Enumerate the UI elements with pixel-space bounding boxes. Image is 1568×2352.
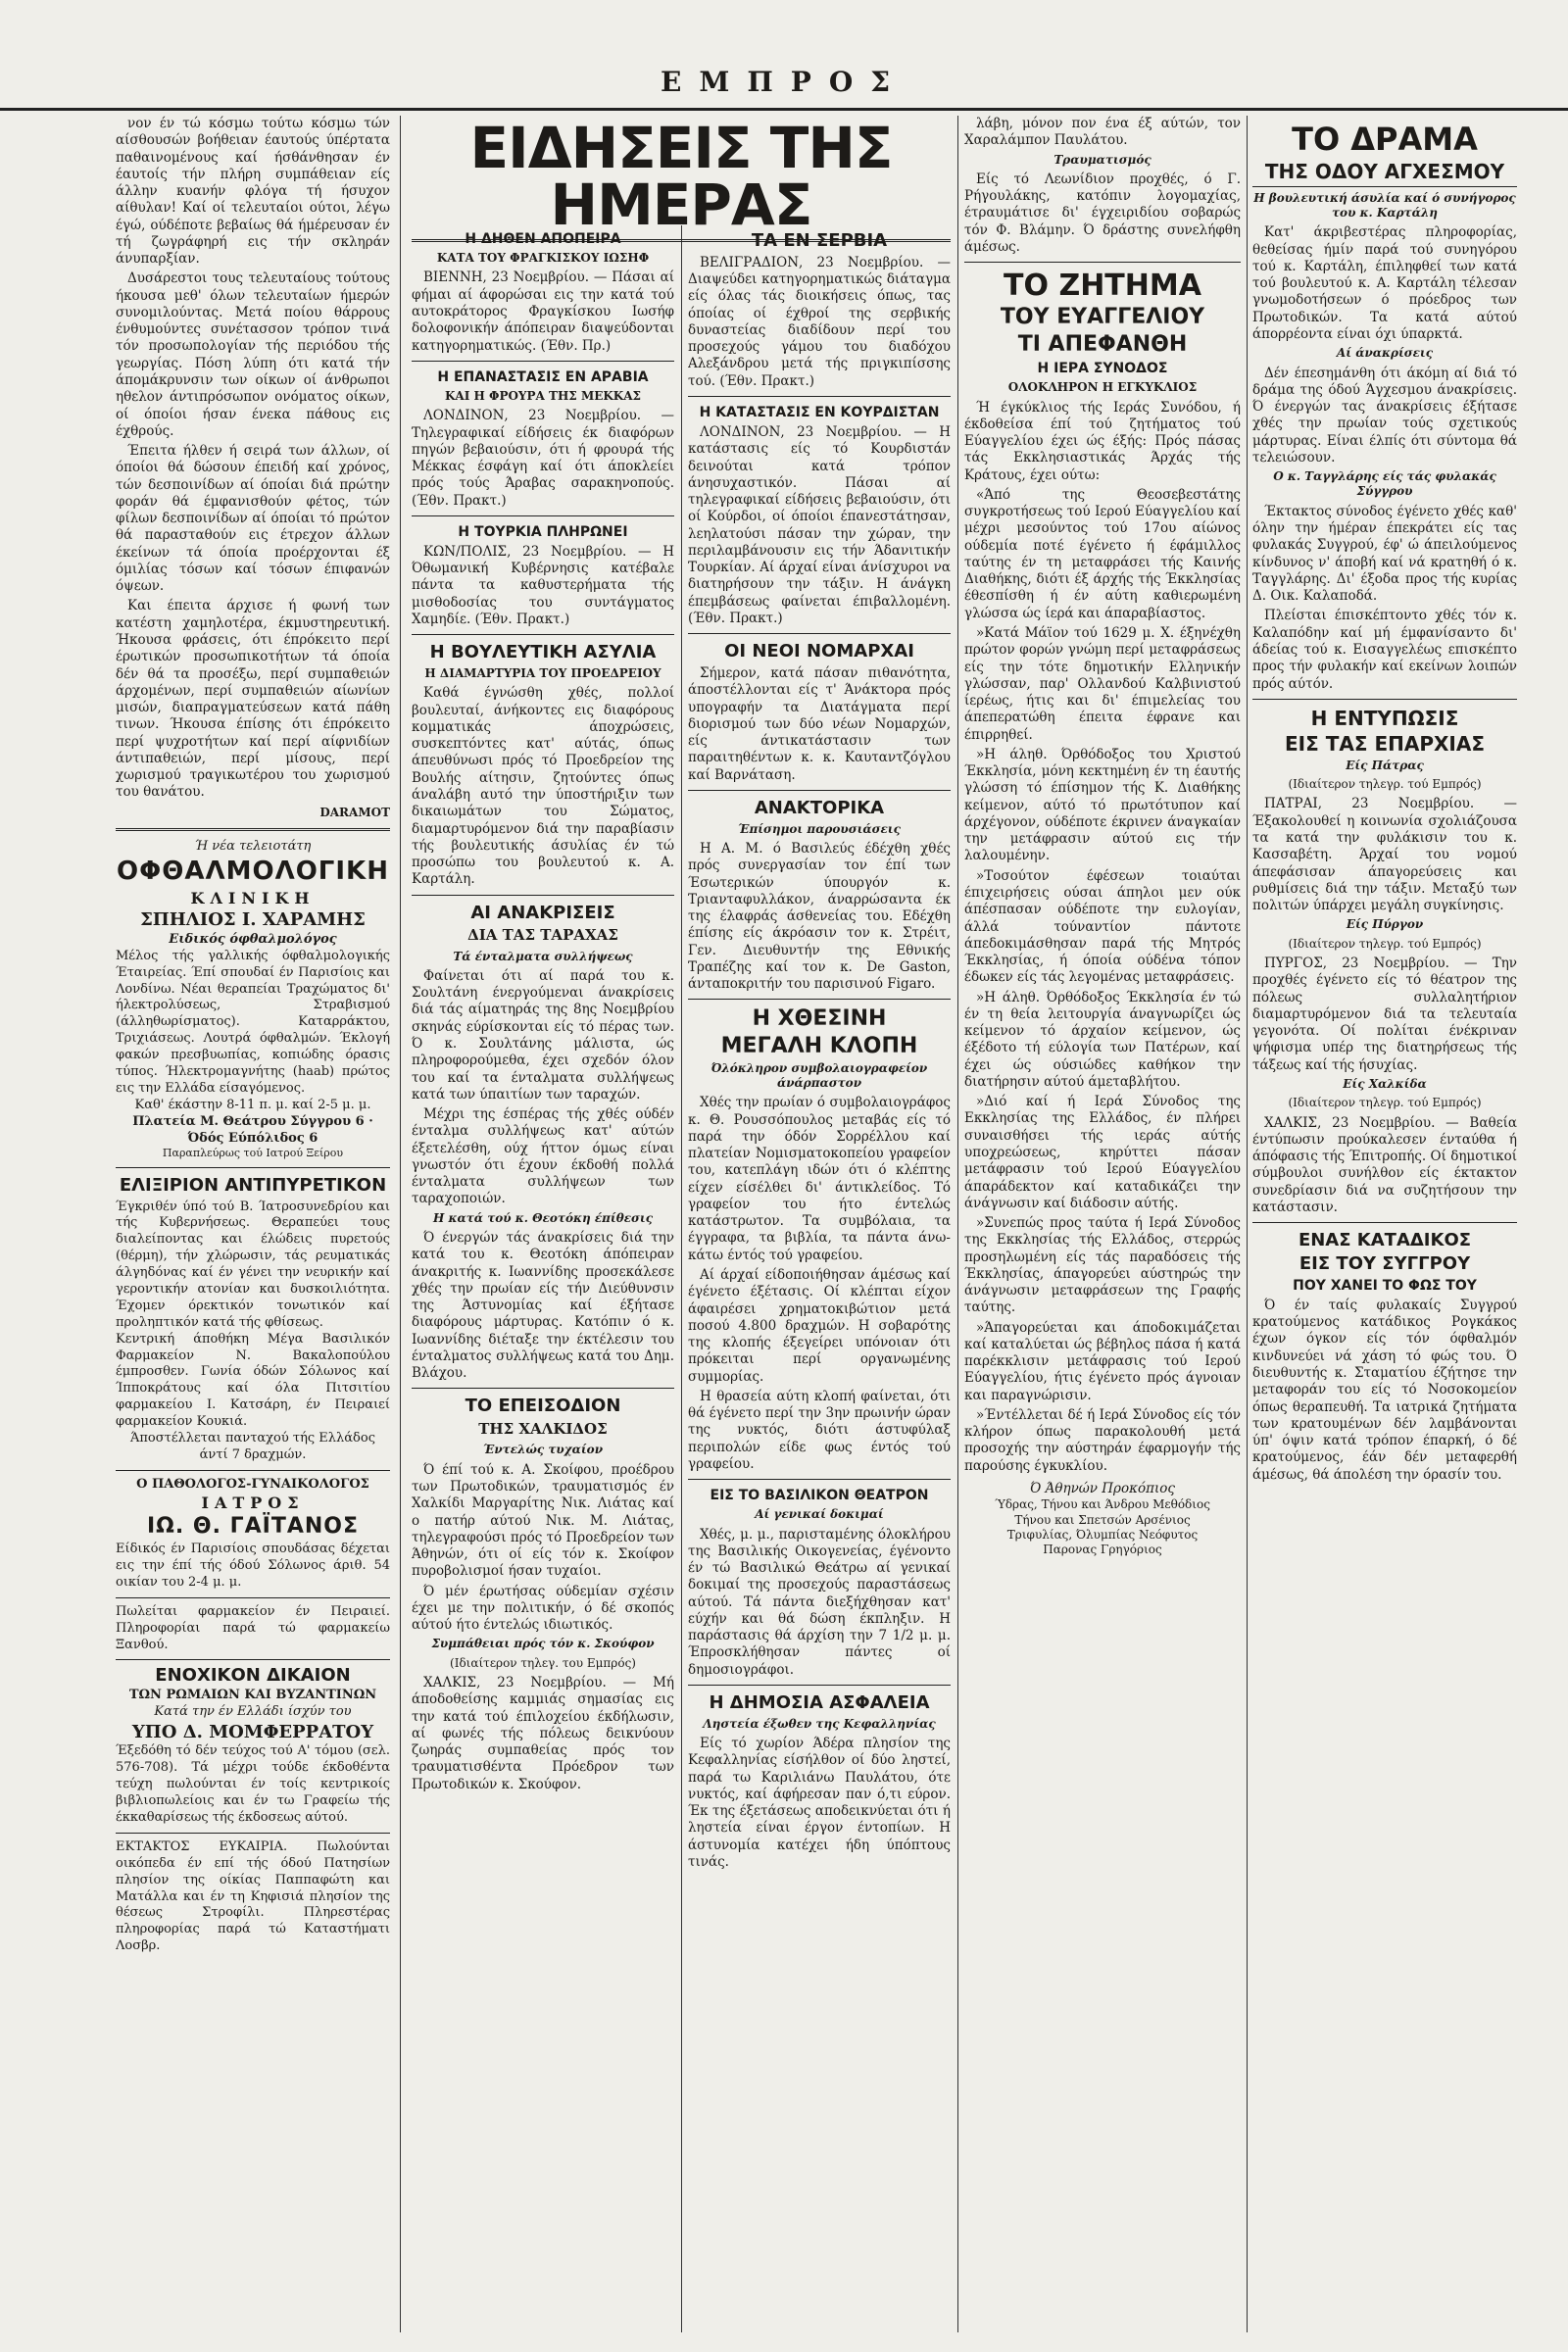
divider — [964, 262, 1241, 263]
headline-3: ΠΟΥ ΧΑΝΕΙ ΤΟ ΦΩΣ ΤΟΥ — [1293, 1277, 1477, 1294]
article-paragraph: Είς τό Λεωνίδιον προχθές, ό Γ. Ρήγουλάκης, κατόπιν λογομαχίας, έτραυμάτισε δι' έγχειριδίου σοβαρώς τόν Φ. Βλάμην. Ό δράστης συνελήφθη άμέσως. — [964, 171, 1241, 255]
article-paragraph: Κατ' άκριβεστέρας πληροφορίας, θεθείσας ήμίν παρά τού συνηγόρου τού κ. Καρτάλη, έπιληφθεί των κατά τού βουλευτού κ. Α. Καρτάλη τέλεσαν γνωμοδοτήσεων ό πρόεδρος των Πρωτοδικών. Τα κατά αύτού άπορρέοντα είναι όχι ύπαρκτά. — [1252, 224, 1517, 342]
lead: Όλόκληρον συμβολαιογραφείον άνάρπαστον — [710, 1060, 928, 1090]
headline-2: ΤΗΣ ΟΔΟΥ ΑΓΧΕΣΜΟΥ — [1252, 161, 1517, 187]
correspondent: (Ιδιαίτερον τηλεγρ. τού Εμπρός) — [1288, 777, 1482, 792]
article-paragraph: »Άπαγορεύεται και άποδοκιμάζεται καί καταλύεται ώς βέβηλος πάσα ή κατά παρέκκλισιν μετάφρασις τού Ιερού Εύαγγελίου, ήτις έγένετο πρός άγνοιαν και παραγνώρισιν. — [964, 1319, 1241, 1403]
column-5 — [1252, 116, 1517, 2332]
headline: Η ΚΑΤΑΣΤΑΣΙΣ ΕΝ ΚΟΥΡΔΙΣΤΑΝ — [699, 404, 940, 420]
divider — [116, 828, 390, 831]
divider — [412, 895, 674, 896]
lead: Τά ένταλματα συλλήψεως — [453, 949, 633, 963]
masthead — [0, 0, 1568, 111]
article-paragraph: »Τοσούτον έφέσεων τοιαύται έπιχειρήσεις ούσαι άπηλοι μεν ούκ άπέσπασαν ούδέποτε την ευλογίαν, άλλά τούναντίον πάντοτε άπεδοκιμάσθησαν παρά τής Μητρός Έκκλησίας, ή όποία ούδένα τόπον έδωκεν είς τάς λεγομένας μεταφράσεις. — [964, 867, 1241, 986]
article-paragraph: λάβη, μόνον πον ένα έξ αύτών, τον Χαραλάμπον Παυλάτου. — [964, 116, 1241, 149]
ad-doctor-gaitanos — [116, 1477, 390, 1592]
divider — [116, 1597, 390, 1598]
article-paragraph: Καθά έγνώσθη χθές, πολλοί βουλευταί, άνήκοντες εις διαφόρους κομματικάς άποχρώσεις, συσκεπτόντες κατ' αύτάς, όπως άπευθύνωσι πρός τό Προεδρείον της Βουλής αίτησιν, ζητούντες όπως άναλάβη αυτό την ύποστήριξιν των δικαιωμάτων του Σώματος, διαμαρτυρόμενον διά την παραβίασιν τής βουλευτικής άσυλίας έν τώ προσώπω του βουλευτού κ. Α. Καρτάλη. — [412, 685, 674, 888]
lead: Ο κ. Ταγγλάρης είς τάς φυλακάς Σύγγρου — [1273, 469, 1496, 499]
lead: Ληστεία έξωθεν της Κεφαλληνίας — [703, 1716, 936, 1731]
ad-pre: Ο ΠΑΘΟΛΟΓΟΣ-ΓΥΝΑΙΚΟΛΟΓΟΣ — [136, 1476, 369, 1492]
ad-doctor: ΙΩ. Θ. ΓΑΪΤΑΝΟΣ — [146, 1514, 360, 1540]
article-paragraph: »Η άληθ. Όρθόδοξος Έκκλησία έν τώ έν τη θεία λειτουργία άναγνωρίζει ώς κείμενον τό άρχαίον κείμενον, ώς έξέδοτο τή εύλογία των Πατέρων, καί έχει ώς ούσιώδες καθήκον την διατήρησιν αύτού άμεταβλήτου. — [964, 989, 1241, 1090]
article-paragraph: Ό μέν έρωτήσας ούδεμίαν σχέσιν έχει με την πολιτικήν, ό δέ σκοπός αύτού ήτο έντελώς ιδιωτικός. — [412, 1583, 674, 1634]
article-paragraph: Δέν έπεσημάνθη ότι άκόμη αί διά τό δράμα της όδού Άγχεσμου άνακρίσεις. Ό ένεργών τας άνακρίσεις έξήτασε χθές την πρωίαν τούς σχετικούς μάρτυρας. Είναι έλπίς ότι σύντομα θά τελειώσουν. — [1252, 365, 1517, 466]
headline: ΑΝΑΚΤΟΡΙΚΑ — [754, 797, 885, 818]
lead: Τραυματισμός — [1054, 152, 1152, 167]
headline-2: ΕΙΣ ΤΑΣ ΕΠΑΡΧΙΑΣ — [1284, 731, 1485, 756]
article-paragraph: Σήμερον, κατά πάσαν πιθανότητα, άποστέλλονται είς τ' Άνάκτορα πρός υπογραφήν τα Διατάγματα περί διορισμού των δύο νέων Νομαρχών, είς άντικατάστασιν των παραιτηθέντων κ. κ. Καυταντζόγλου καί Βαρνάταση. — [688, 665, 951, 783]
headline: Η ΒΟΥΛΕΥΤΙΚΗ ΑΣΥΛΙΑ — [429, 642, 657, 663]
article-paragraph: »Έντέλλεται δέ ή Ιερά Σύνοδος είς τόν κλήρον όπως παρακολουθή μετά προσοχής την αύστηράν έφαρμογήν τής παρούσης έγκυκλίου. — [964, 1406, 1241, 1474]
article-paragraph: Είς τό χωρίον Άδέρα πλησίον της Κεφαλληνίας είσήλθον οί δύο ληστεί, παρά τω Καριλιάνω Παυλάτου, ότε νυκτός, καί άφήρεσαν παν ό,τι εύρον. Έκ της έξετάσεως αποδεικνύεται ότι ή ληστεία είναι έργον έντοπίων. Η άστυνομία κατέχει ήδη ύπόπτους τινάς. — [688, 1736, 951, 1871]
lead: Είς Χαλκίδα — [1343, 1076, 1427, 1091]
divider — [1252, 699, 1517, 700]
ad-elixir — [116, 1176, 390, 1464]
article-paragraph: Δυσάρεστοι τους τελευταίους τούτους ήκουσα μεθ' όλων τελευταίων ήμερών συνομιλούντας. Μετά ποίου θάρρους ένθυμούντες συνέτασσον τρόπον τινά τόν προσωπολογίαν τής περιόδου τής γεωργίας. Πόση λύπη ότι κατά τήν άπομάκρυνσιν των οίκων οί άνθρωποι ηθελον άντιπρόσωπον ονόματος οίκων, οί όποίοι ήσαν ένεκα πάθους εις έχθρούς. — [116, 270, 390, 439]
article-paragraph: ΚΩΝ/ΠΟΛΙΣ, 23 Νοεμβρίου. — Η Όθωμανική Κυβέρνησις κατέβαλε πάντα τα καθυστερήματα τής μισθοδοσίας του συντάγματος Χαμηδίε. (Έθν. Πρακτ.) — [412, 543, 674, 627]
ad-sub-2: Κατά την έν Ελλάδι ίσχύν του — [154, 1704, 352, 1720]
ad-title: ΕΛΙΞΙΡΙΟΝ ΑΝΤΙΠΥΡΕΤΙΚΟΝ — [119, 1174, 387, 1196]
signer: Τήνου και Σπετσών Αρσένιος — [1014, 1512, 1191, 1527]
divider — [116, 1167, 390, 1168]
ad-title-2: ΚΛΙΝΙΚΗ — [190, 888, 316, 907]
ad-body: Έξεδόθη τό δέν τεύχος τού Α' τόμου (σελ. 576-708). Τά μέχρι τούδε έκδοθέντα τεύχη πωλούνται έν τοίς κεντρικοίς βιβλιοπωλείοις και έν τω Γραφείω τής έκκαθαρίσεως τής έκδοσεως αύτού. — [116, 1743, 390, 1825]
subheadline: ΔΙΑ ΤΑΣ ΤΑΡΑΧΑΣ — [467, 926, 618, 945]
ad-pre: Ή νέα τελειοτάτη — [194, 838, 312, 854]
lead: Η κατά τού κ. Θεοτόκη έπίθεσις — [432, 1210, 654, 1225]
headline: ΟΙ ΝΕΟΙ ΝΟΜΑΡΧΑΙ — [724, 641, 914, 662]
subheadline: ΟΛΟΚΛΗΡΟΝ Η ΕΓΚΥΚΛΙΟΣ — [1007, 380, 1198, 395]
column-rule — [681, 225, 682, 2332]
column-rule — [400, 116, 401, 2332]
article-paragraph: ΒΕΛΙΓΡΑΔΙΟΝ, 23 Νοεμβρίου. — Διαψεύδει κατηγορηματικώς διάταγμα είς όλας τάς διοικήσεις όπως, τας όποίας οί έχθροί της σερβικής δυναστείας διαδίδουν περί του προσεχούς γάμου του διαδόχου Αλεξάνδρου μετά τής πριγκιπίσσης τού. (Έθν. Πρακτ.) — [688, 254, 951, 389]
article-paragraph: Έπειτα ήλθεν ή σειρά των άλλων, οί όποίοι θά δώσουν έπειδή καί χρόνος, τών δεσποινίδων αί όποίαι διά πρώτην φοράν θά έμφανισθούν φέτος, τών φίλων δεσποινίδων αί όποίαι τό πρώτον θά παρασταθούν εις έτρεχον άλλων έκείνων τά όποία προέρχονται έξ όμιλίας τόσων καί τόσων έπιφανών όψεων. — [116, 443, 390, 595]
article-paragraph: ΒΙΕΝΝΗ, 23 Νοεμβρίου. — Πάσαι αί φήμαι αί άφορώσαι εις την κατά τού αυτοκράτορος Φραγκίσκου Ιωσήφ δολοφονικήν άπόπειραν διαψεύδονται κατηγορηματικώς. (Έθν. Πρ.) — [412, 270, 674, 354]
ad-sub: ΤΩΝ ΡΩΜΑΙΩΝ ΚΑΙ ΒΥΖΑΝΤΙΝΩΝ — [128, 1688, 377, 1703]
signer: Παρονας Γρηγόριος — [1043, 1543, 1162, 1557]
lead: Έντελώς τυχαίον — [482, 1443, 604, 1457]
divider — [116, 1833, 390, 1834]
ad-body: Έγκριθέν ύπό τού Β. Ίατροσυνεδρίου και τής Κυβερνήσεως. Θεραπεύει τους διαλείποντας και έλώδεις πυρετούς (θέρμη), τήν χλώρωσιν, τάς ρευματικάς άλγηδόνας καί έν γένει την νευρικήν καί γεροντικήν ατονίαν και δυσκοιλιότητα. Έχομεν όρεκτικόν τονωτικόν καί προληπτικόν κατά τής φθίσεως. — [116, 1199, 390, 1330]
article-paragraph: »Η άληθ. Όρθόδοξος του Χριστού Έκκλησία, μόνη κεκτημένη έν τη έαυτής γλώσση τό έπίσημον τής Κ. Διαθήκης κείμενον, αύτό τό πρωτότυπον καί άρχέγονον, ούδέποτε έκρινεν άναγκαίαν την μετάφρασιν αύτού εις τήν λαλουμένην. — [964, 746, 1241, 864]
headline: ΑΙ ΑΝΑΚΡΙΣΕΙΣ — [470, 902, 615, 923]
lead: Η βουλευτική άσυλία καί ό συνήγορος του κ. Καρτάλη — [1253, 190, 1516, 220]
article-paragraph: »Διό καί ή Ιερά Σύνοδος της Εκκλησίας της Ελλάδος, έν πλήρει συναισθήσει τής ιεράς αύτής υποχρεώσεως, κηρύττει πάσαν μετάφρασιν τού Ιερού Εύαγγελίου άπαράδεκτον καί καταδικάζει την άνάγνωσιν καί διάδοσιν αύτής. — [964, 1094, 1241, 1211]
article-paragraph: νον έν τώ κόσμω τούτω κόσμω τών αίσθουσών βοήθειαν έαυτούς ύπέρτατα παθαινομένους καί ήσθάνθησαν έν έαυτοίς τήν πλήρη συμπάθειαν είς άλλην κυανήν φλόγα τή ήσυχον αίθυλαν! Καί οί τελευταίοι ούτοι, λέγω έγώ, ούδέποτε βεβαίως θά ήμέρευσαν έν τή ζωγράφηρή εις τήν σκληράν άνυπαρξίαν. — [116, 116, 390, 268]
headline-3: ΤΙ ΑΠΕΦΑΝΘΗ — [1017, 331, 1188, 357]
correspondent: (Ιδιαίτερον τηλεγ. του Εμπρός) — [450, 1655, 636, 1670]
article-signature: DARAMOT — [319, 805, 390, 819]
ad-book — [116, 1666, 390, 1826]
column-1 — [116, 116, 390, 2332]
article-paragraph: ΧΑΛΚΙΣ, 23 Νοεμβρίου. — Μή άποδοθείσης καμμιάς σημασίας εις την κατά τού έπιλοχείου έκδήλωσιν, αί φωνές τής πόλεως δεικνύουν ζωηράς συμπαθείας πρός τον τραυματισθέντα Πρόεδρον των Πρωτοδικών κ. Σκούφον. — [412, 1675, 674, 1792]
article-paragraph: «Άπό της Θεοσεβεστάτης συγκροτήσεως τού Ιερού Εύαγγελίου καί μέχρι μεσούντος τού 17ου αίώνος ούδεμία ποτέ έγένετο ή έφάμιλλος ταύτης έν τη μεταφράσει τής Καινής Διαθήκης, διότι έξ άρχής τής Έκκλησίας έθεσπίσθη ή έν αύτη καθιερωμένη γλώσσα ώς ίερά και άπαραβίαστος. — [964, 486, 1241, 621]
divider — [688, 396, 951, 397]
divider — [412, 634, 674, 635]
article-paragraph: ΠΥΡΓΟΣ, 23 Νοεμβρίου. — Την προχθές έγένετο είς τό θέατρον της πόλεως συλλαλητήριον διαμαρτυρόμενον διά τα τελευταία γεγονότα. Οί πολίται ένέκριναν ψήφισμα υπέρ της διατηρήσεως τής τάξεως καί τής ήσυχίας. — [1252, 956, 1517, 1073]
subheadline: ΚΑΙ Η ΦΡΟΥΡΑ ΤΗΣ ΜΕΚΚΑΣ — [444, 388, 642, 403]
headline: Η ΕΝΤΥΠΩΣΙΣ — [1310, 706, 1459, 730]
signer: Τριφυλίας, Όλυμπίας Νεόφυτος — [1006, 1528, 1199, 1542]
ad-body: Μέλος τής γαλλικής όφθαλμολογικής Έταιρείας. Έπί σπουδαί έν Παρισίοις και Λονδίνω. Νέαι θεραπείαι Τραχώματος δι' ήλεκτρολύσεως, Στραβισμού (άλληθωρίσματος). Καταρράκτου, Τριχιάσεως. Λουτρά όφθαλμών. Έκλογή φακών πρεσβυωπίας, κοπιώδης όρασις τύπος. Ήλεκτρομαγνήτης (haab) πρώτος εις την Ελλάδα είσαγόμενος. — [116, 948, 390, 1096]
ad-hours: Καθ' έκάστην 8-11 π. μ. καί 2-5 μ. μ. — [134, 1097, 371, 1112]
article-paragraph: Μέχρι της έσπέρας τής χθές ούδέν ένταλμα συλλήψεως κατ' αύτών έξετελέσθη, ούχ ήττον όμως είναι γνωστόν ότι έχουν έκδοθή πολλά ένταλματα συλλήψεων των ταραχοποιών. — [412, 1106, 674, 1207]
article-paragraph: ΛΟΝΔΙΝΟΝ, 23 Νοεμβρίου. — Τηλεγραφικαί είδήσεις έκ διαφόρων πηγών βεβαιούσιν, ότι ή φρουρά τής Μέκκας έσφάγη καί ότι άποκλείει πρός τούς Άραβας σαρακηνοπούς. (Έθν. Πρακτ.) — [412, 408, 674, 509]
lead: Είς Πάτρας — [1346, 758, 1424, 772]
article-paragraph: Χθές την πρωίαν ό συμβολαιογράφος κ. Θ. Ρουσσόπουλος μεταβάς είς τό παρά την όδόν Σορρέλλου καί πλατείαν Νομισματοκοπείου γραφείον του, κατεπλάγη ιδών ότι ό κλέπτης είχεν είσέλθει δι' άντικλείδος. Τό γραφείον του ήτο έντελώς κατάστρωτον. Τα συμβόλαια, τα έγγραφα, τα βιβλία, τα πάντα άνω-κάτω έντός τού γραφείου. — [688, 1095, 951, 1263]
article-paragraph: Ό έν ταίς φυλακαίς Συγγρού κρατούμενος κατάδικος Ρογκάκος έχων όγκον είς τόν όφθαλμόν κινδυνεύει νά χάση τό φώς του. Ό διευθυντής κ. Σταματίου έζήτησε την μεταφοράν του είς τό Νοσοκομείον όπως θεραπευθή. Τα ιατρικά ζητήματα των κρατουμένων δέν λαμβάνονται ύπ' όψιν κατά τρόπον έπαρκή, ό δέ κρατούμενος, έάν δέν μεταφερθή άμέσως, θά άπολέση την όρασίν του. — [1252, 1297, 1517, 1483]
ad-price: Άποστέλλεται πανταχού τής Ελλάδος άντί 7 δραχμών. — [130, 1431, 375, 1462]
article-paragraph: ΧΑΛΚΙΣ, 23 Νοεμβρίου. — Βαθεία έντύπωσιν προύκαλεσεν ένταύθα ή άπόφασις τής Έπιτροπής. Οί δημοτικοί σύμβουλοι συνήλθον είς έκτακτον συνεδρίασιν διά να συζητήσουν την κατάστασιν. — [1252, 1114, 1517, 1215]
divider — [412, 361, 674, 362]
article-paragraph: Η θρασεία αύτη κλοπή φαίνεται, ότι θά έγένετο περί την 3ην πρωινήν ώραν της νυκτός, διότι άστυφύλαξ περιπολών είδε φως έντός τού γραφείου. — [688, 1388, 951, 1472]
article-paragraph: Πλείσται έπισκέπτοντο χθές τόν κ. Καλαπόδην καί μή έμφανίσαντο δι' άδείας τού κ. Εισαγγελέως επισκέπτο προς τήν φυλακήν καί εκείνων λοιπών πρός αύτόν. — [1252, 608, 1517, 692]
headline-2: ΜΕΓΑΛΗ ΚΛΟΠΗ — [720, 1033, 918, 1058]
subheadline: Η ΔΙΑΜΑΡΤΥΡΙΑ ΤΟΥ ΠΡΟΕΔΡΕΙΟΥ — [424, 666, 662, 681]
headline: Η ΔΗΘΕΝ ΑΠΟΠΕΙΡΑ — [465, 231, 621, 247]
headline: ΤΑ ΕΝ ΣΕΡΒΙΑ — [751, 230, 888, 251]
headline: ΤΟ ΖΗΤΗΜΑ — [1004, 269, 1201, 304]
lead: Αί άνακρίσεις — [1336, 346, 1434, 361]
ad-author: ΥΠΟ Δ. ΜΟΜΦΕΡΡΑΤΟΥ — [131, 1721, 374, 1742]
headline-2: ΕΙΣ ΤΟΥ ΣΥΓΓΡΟΥ — [1298, 1253, 1471, 1275]
subheadline: ΚΑΤΑ ΤΟΥ ΦΡΑΓΚΙΣΚΟΥ ΙΩΣΗΦ — [436, 251, 650, 266]
ad-land-sale: ΕΚΤΑΚΤΟΣ ΕΥΚΑΙΡΙΑ. Πωλούνται οικόπεδα έν επί τής όδού Πατησίων πλησίον της οίκίας Παππαφώτη και Ματάλλα και έν τη Κηφισιά πλησίον της θέσεως Στροφίλι. Πληρεστέρας πληροφορίας παρά τώ Καταστήματι Λοσβρ. — [116, 1838, 390, 1954]
lead: Είς Πύργον — [1346, 917, 1424, 932]
article-paragraph: Έκτακτος σύνοδος έγένετο χθές καθ' όλην την ήμέραν έπεκράτει είς τας φυλακάς Συγγρού, έφ' ώ άπειλούμενος κίνδυνος ν' άποβή καί νά κρατηθή ό κ. Ταγγλάρης. Δι' έξοδα προς τής κυρίας Δ. Οικ. Καλαποδά. — [1252, 503, 1517, 605]
subheadline: ΤΗΣ ΧΑΛΚΙΔΟΣ — [478, 1420, 608, 1439]
divider — [116, 1470, 390, 1471]
divider — [412, 1388, 674, 1389]
headline: ΤΟ ΕΠΕΙΣΟΔΙΟΝ — [465, 1396, 621, 1417]
article-paragraph: ΛΟΝΔΙΝΟΝ, 23 Νοεμβρίου. — Η κατάστασις είς τό Κουρδιστάν δεινούται κατά τρόπον άνησυχαστικόν. Πάσαι αί τηλεγραφικαί είδήσεις βεβαιούσιν, ότι οί Κούρδοι, οί όποίοι έπανεστάτησαν, λεηλατούσι πάσαν την χώραν, την περιλαμβάνουσιν εις τήν Άδανιτικήν Τουρκίαν. Αί άρχαί είναι άνίσχυροι να διατηρήσουν την τάξιν. Η άνάγκη έπεμβάσεως φαίνεται έπιβαλλομένη. (Έθν. Πρακτ.) — [688, 424, 951, 626]
signer: Ύδρας, Τήνου και Άνδρου Μεθόδιος — [995, 1497, 1210, 1512]
article-paragraph: Φαίνεται ότι αί παρά του κ. Σουλτάνη ένεργούμεναι άνακρίσεις διά τάς αίματηράς της 8ης Νοεμβρίου σκηνάς εύρίσκονται είς τό πέρας των. Ό κ. Σουλτάνης μάλιστα, ώς πληροφορούμεθα, έχει σχεδόν όλον του καί τα ένταλματα συλλήψεως κατά των ύπαιτίων των ταραχών. — [412, 967, 674, 1102]
signers-head: Ό Άθηνών Προκόπιος — [1030, 1481, 1175, 1497]
divider — [688, 633, 951, 634]
ad-address-2: Παραπλεύρως τού Ιατρού Ξείρου — [162, 1147, 344, 1160]
divider — [688, 1479, 951, 1480]
news-banner: ΕΙΔΗΣΕΙΣ ΤΗΣ ΗΜΕΡΑΣ — [412, 120, 951, 242]
headline: ΤΟ ΔΡΑΜΑ — [1292, 121, 1478, 158]
ad-ophthalmology-clinic — [116, 839, 390, 1161]
ad-title: ΟΦΘΑΛΜΟΛΟΓΙΚΗ — [117, 856, 389, 886]
divider — [1252, 1222, 1517, 1223]
article-paragraph: Ό ένεργών τάς άνακρίσεις διά την κατά του κ. Θεοτόκη άπόπειραν άνακριτής κ. Ιωαννίδης προσεκάλεσε χθές την πρωίαν είς τήν Διεύθυνσιν της Άστυνομίας καί έξήτασε διαφόρους μάρτυρας. Κατόπιν ό κ. Ιωαννίδης διέταξε την έκτέλεσιν του ένταλματος συλλήψεως κατά του Δημ. Βλάχου. — [412, 1230, 674, 1382]
headline-4: Η ΙΕΡΑ ΣΥΝΟΔΟΣ — [1037, 361, 1168, 377]
newspaper-name: ΕΜΠΡΟΣ — [660, 66, 908, 98]
ad-pharmacy-sale: Πωλείται φαρμακείον έν Πειραιεί. Πληροφορίαι παρά τώ φαρμακείω Ξανθού. — [116, 1603, 390, 1652]
headline-2: ΤΟΥ ΕΥΑΓΓΕΛΙΟΥ — [1000, 304, 1205, 329]
divider — [688, 1685, 951, 1686]
ad-body: Είδικός έν Παρισίοις σπουδάσας δέχεται εις την έπί τής όδού Σόλωνος άριθ. 54 οικίαν του 2-4 μ. μ. — [116, 1542, 390, 1590]
article-paragraph: Αί άρχαί είδοποιήθησαν άμέσως καί έγένετο έξέτασις. Οί κλέπται είχον άφαιρέσει χρηματοκιβώτιον μετά ποσού 4.800 δραχμών. Η σοβαρότης της κλοπής έξεγείρει υπόνοιαν ότι πρόκειται περί οργανωμένης συμμορίας. — [688, 1266, 951, 1385]
headline: ΕΙΣ ΤΟ ΒΑΣΙΛΙΚΟΝ ΘΕΑΤΡΟΝ — [710, 1488, 929, 1504]
headline: Η ΔΗΜΟΣΙΑ ΑΣΦΑΛΕΙΑ — [709, 1692, 930, 1713]
article-paragraph: Ό έπί τού κ. Α. Σκοίφου, προέδρου των Πρωτοδικών, τραυματισμός έν Χαλκίδι Μαργαρίτης Νικ. Λιάτας καί ο πατήρ αύτού Νικ. Μ. Λιάτας, τηλεγραφούσι πρός τό Προεδρείον των Άθηνών, ότι οί είς τόν κ. Σκοίφον πυροβολισμοί ήσαν τυχαίοι. — [412, 1461, 674, 1580]
headline: Η ΕΠΑΝΑΣΤΑΣΙΣ ΕΝ ΑΡΑΒΙΑ — [437, 368, 649, 385]
divider — [412, 515, 674, 516]
lead: Αί γενικαί δοκιμαί — [755, 1507, 884, 1522]
article-paragraph: Και έπειτα άρχισε ή φωνή των κατέστη χαμηλοτέρα, έκμυστηρευτική. Ήκουσα φράσεις, ότι έπρόκειτο περί έρωτικών προσωπικοτήτων τά όποία δέν θά τα προσέξω, περί συμπαθειών άρχομένων, περί συμπαθειών αίωνίων μισών, διαπραγματεύσεων κατά πάθη τινων. Ήκουσα έπίσης ότι έπρόκειτο περί ψυχροτήτων καί περί αίφνιδίων άντιπαθειών, περί μίσους, περί χωρισμού τραγικωτέρου του χωρισμού του θανάτου. — [116, 598, 390, 801]
divider — [688, 999, 951, 1000]
ad-role: Ειδικός όφθαλμολόγος — [169, 931, 337, 947]
correspondent: (Ιδιαίτερον τηλεγρ. τού Εμπρός) — [1288, 936, 1482, 951]
headline: Η ΧΘΕΣΙΝΗ — [752, 1006, 887, 1032]
ad-title: ΕΝΟΧΙΚΟΝ ΔΙΚΑΙΟΝ — [155, 1665, 351, 1687]
column-rule — [957, 116, 958, 2332]
ad-depot: Κεντρική άποθήκη Μέγα Βασιλικόν Φαρμακείον Ν. Βακαλοπούλου έμπροσθεν. Γωνία όδών Σόλωνος καί Ίπποκράτους καί όλα Πιτσιτίου φαρμακείου Ι. Κατσάρη, έν Πειραιεί φαρμακείον Κουκιά. — [116, 1331, 390, 1430]
column-2 — [412, 116, 674, 2332]
article-paragraph: ΠΑΤΡΑΙ, 23 Νοεμβρίου. — Έξακολουθεί η κοινωνία σχολιάζουσα τα κατά την φυλάκισιν του κ. Κασσαβέτη. Άρχαί του νομού άπεφάσισαν άπαγορεύσεις και ρυθμίσεις διά την τάξιν. Μεταξύ των πολιτών ύπάρχει μεγάλη συγκίνησις. — [1252, 796, 1517, 914]
correspondent: (Ιδιαίτερον τηλεγρ. τού Εμπρός) — [1288, 1096, 1482, 1110]
ad-doctor: ΣΠΗΛΙΟΣ Ι. ΧΑΡΑΜΗΣ — [140, 909, 366, 931]
article-paragraph: »Συνεπώς προς ταύτα ή Ιερά Σύνοδος της Εκκλησίας τής Ελλάδος, στερρώς προσηλωμένη είς τάς παραδόσεις τής Έκκλησίας, άπαγορεύει αύστηρώς την άνάγνωσιν μεταφράσεων της Γραφής ταύτης. — [964, 1215, 1241, 1316]
column-4 — [964, 116, 1241, 2332]
column-rule — [1247, 116, 1248, 2332]
headline: Η ΤΟΥΡΚΙΑ ΠΛΗΡΩΝΕΙ — [458, 523, 628, 540]
ad-title: ΙΑΤΡΟΣ — [201, 1493, 305, 1512]
divider — [688, 790, 951, 791]
lead: Έπίσημοι παρουσιάσεις — [738, 821, 901, 836]
divider — [116, 1659, 390, 1660]
article-paragraph: »Κατά Μάϊον τού 1629 μ. Χ. έξηνέχθη πρώτον φορών γνώμη περί μεταφράσεως είς την τότε δημοτικήν Ελληνικήν γλώσσαν, παρ' Ολλανδού Καλβινιστού ίερέως, ήτις και δι' έπιμελείας του άπεπερατώθη έπειτα έφρανε και έπιρρηθεί. — [964, 625, 1241, 743]
article-paragraph: Ή έγκύκλιος τής Ιεράς Συνόδου, ή έκδοθείσα έπί τού ζητήματος τού Εύαγγελίου έχει ώς έξής: Πρός πάσας τάς Εκκλησιαστικάς Άρχάς τής Κράτους, έχει ούτω: — [964, 399, 1241, 483]
article-paragraph: Χθές, μ. μ., παρισταμένης όλοκλήρου της Βασιλικής Οικογενείας, έγένοντο έν τώ Βασιλικώ Θεάτρω αί γενικαί δοκιμαί της προσεχούς παραστάσεως αύτού. Τά πάντα διεξήχθησαν κατ' εύχήν και θά δώση έκπληξιν. Η παράστασις θά άρχίση την 7 1/2 μ. μ. Έπροσκλήθησαν πάντες οί δημοσιογράφοι. — [688, 1526, 951, 1678]
column-3 — [688, 116, 951, 2332]
article-paragraph: Η Α. Μ. ό Βασιλεύς έδέχθη χθές πρός συνεργασίαν τον έπί των Έσωτερικών ύπουργόν κ. Τριανταφυλλάκον, άναρρώσαντα έκ της έλαφράς άσθενείας του. Εδέχθη έπίσης είς άκρόασιν τον κ. Στρέιτ, Γεν. Διευθυντήν της Εθνικής Τραπέζης καί τον κ. De Gaston, άνταποκριτήν του παρισινού Figaro. — [688, 841, 951, 993]
ad-address: Πλατεία Μ. Θεάτρου Σύγγρου 6 · Όδός Εύπόλιδος 6 — [132, 1113, 373, 1146]
headline: ΕΝΑΣ ΚΑΤΑΔΙΚΟΣ — [1298, 1230, 1472, 1251]
lead: Συμπάθειαι πρός τόν κ. Σκούφον — [431, 1637, 655, 1651]
